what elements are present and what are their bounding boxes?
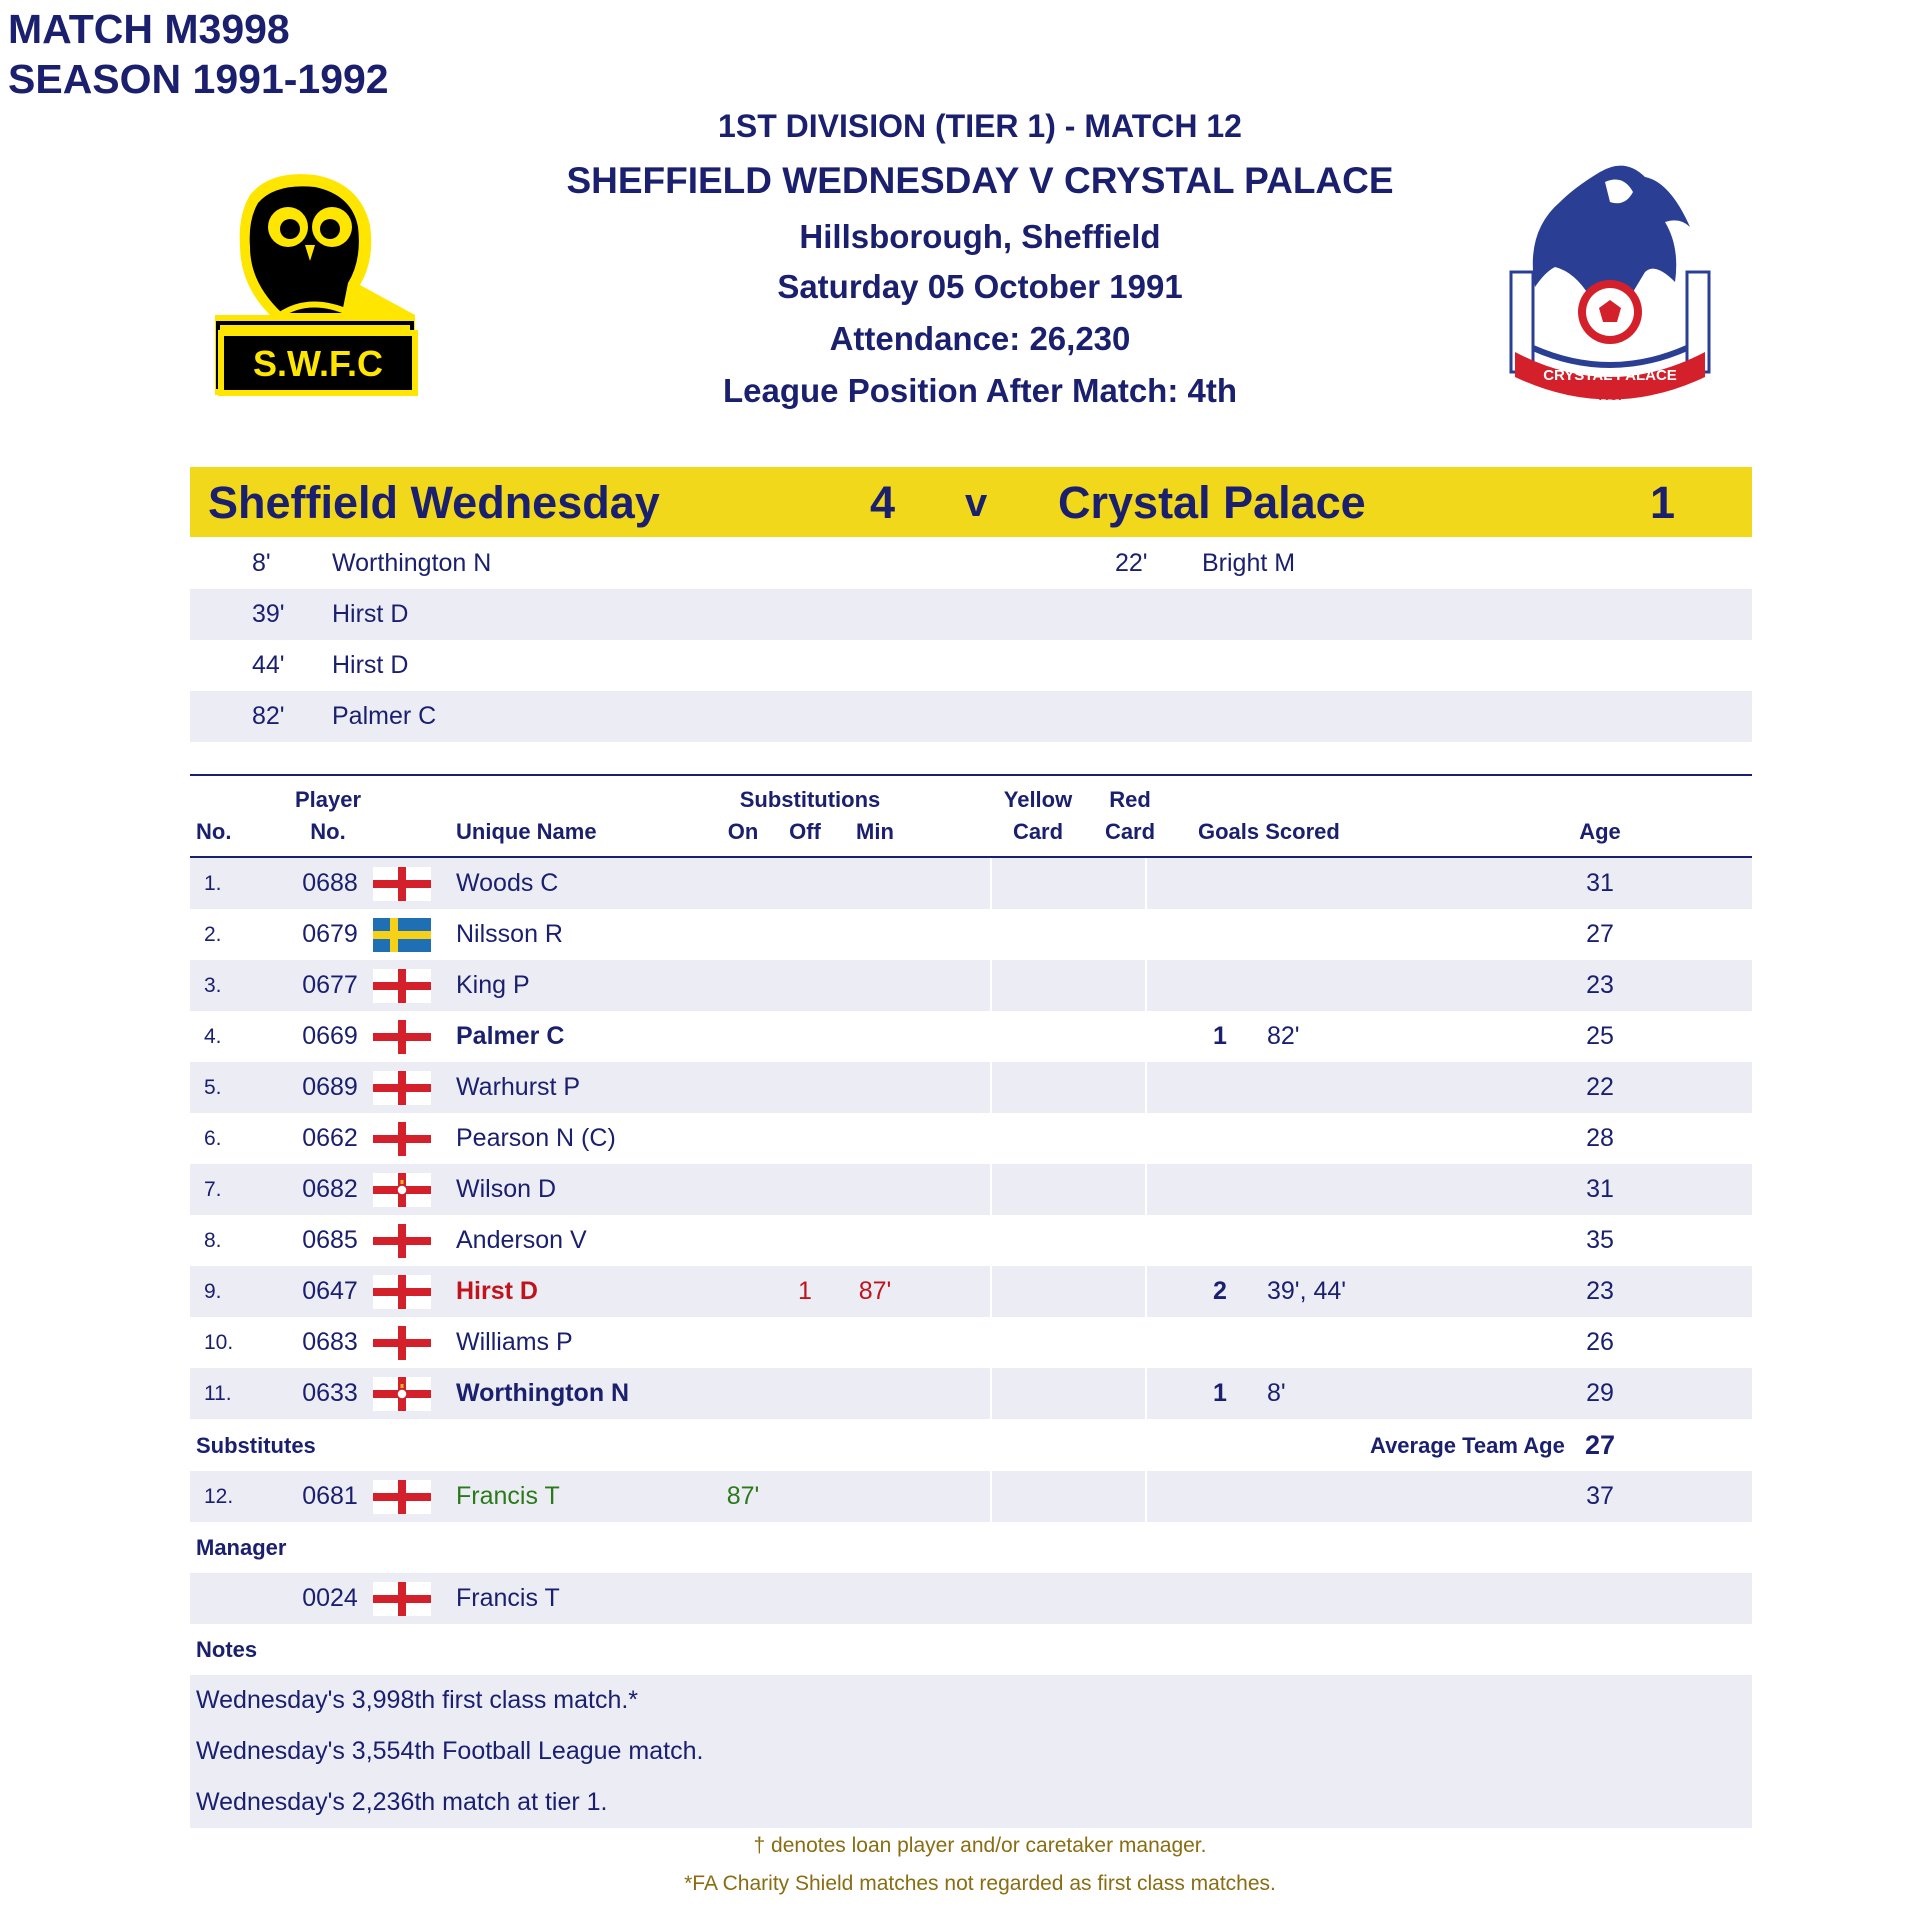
manager-label: Manager: [196, 1535, 287, 1560]
player-number: 0688: [302, 869, 358, 897]
player-age: 31: [1586, 869, 1614, 897]
league-position: League Position After Match: 4th: [723, 372, 1237, 409]
goal-minutes: 39', 44': [1267, 1277, 1347, 1305]
player-row: [190, 1164, 1752, 1215]
player-name: Pearson N (C): [456, 1124, 616, 1152]
match-code: MATCH M3998: [8, 6, 290, 52]
away-score: 1: [1650, 477, 1676, 528]
average-age-value: 27: [1584, 1430, 1616, 1460]
col-sub-off: Off: [789, 819, 821, 844]
col-goals-scored: Goals Scored: [1198, 819, 1340, 844]
player-name: Wilson D: [456, 1175, 557, 1203]
home-team-name: Sheffield Wednesday: [208, 477, 660, 528]
home-score: 4: [870, 477, 896, 528]
england-flag-icon: [373, 1480, 431, 1514]
northern-ireland-flag-icon: [373, 1377, 431, 1411]
goals-count: 1: [1213, 1379, 1227, 1407]
match-date: Saturday 05 October 1991: [777, 268, 1183, 305]
substitutes-label: Substitutes: [196, 1433, 316, 1458]
versus-label: v: [965, 481, 988, 525]
column-divider: [1145, 1317, 1147, 1368]
column-divider: [990, 1368, 992, 1419]
table-top-rule: [190, 774, 1752, 776]
player-row: [190, 909, 1752, 960]
player-name: Williams P: [456, 1328, 573, 1356]
manager-row: [190, 1573, 1752, 1624]
attendance: Attendance: 26,230: [829, 320, 1131, 357]
manager-name: Francis T: [456, 1584, 560, 1612]
col-sub-min: Min: [856, 819, 894, 844]
competition-title: 1ST DIVISION (TIER 1) - MATCH 12: [718, 108, 1242, 144]
column-divider: [990, 1011, 992, 1062]
northern-ireland-flag-icon: [373, 1173, 431, 1207]
shirt-number: 1.: [204, 872, 222, 895]
column-divider: [1145, 1113, 1147, 1164]
column-divider: [1145, 1266, 1147, 1317]
shirt-number: 3.: [204, 974, 222, 997]
player-age: 26: [1586, 1328, 1614, 1356]
player-row: [190, 1317, 1752, 1368]
scorer-row: [190, 640, 1752, 691]
player-row: [190, 1113, 1752, 1164]
sweden-flag-icon: [373, 918, 431, 952]
column-divider: [1145, 1011, 1147, 1062]
column-divider: [1145, 1215, 1147, 1266]
player-number: 0677: [302, 971, 358, 999]
venue: Hillsborough, Sheffield: [799, 218, 1161, 255]
player-age: 28: [1586, 1124, 1614, 1152]
player-age: 27: [1586, 920, 1614, 948]
england-flag-icon: [373, 969, 431, 1003]
player-age: 35: [1586, 1226, 1614, 1254]
notes-box: [190, 1675, 1752, 1828]
player-name: Woods C: [456, 869, 559, 897]
england-flag-icon: [373, 1224, 431, 1258]
player-name: Nilsson R: [456, 920, 563, 948]
col-yellow-card: Card: [1012, 819, 1064, 844]
scorer-row: [190, 589, 1752, 640]
shirt-number: 7.: [204, 1178, 222, 1201]
note-line: Wednesday's 2,236th match at tier 1.: [196, 1788, 608, 1816]
fixture-title: SHEFFIELD WEDNESDAY V CRYSTAL PALACE: [566, 160, 1394, 201]
col-substitutions: Substitutions: [739, 787, 881, 812]
footnote-loan: † denotes loan player and/or caretaker manager.: [753, 1834, 1207, 1857]
goals-count: 1: [1213, 1022, 1227, 1050]
home-goal-minute: 39': [252, 600, 285, 628]
player-number: 0633: [302, 1379, 358, 1407]
swfc-crest-text: [218, 330, 418, 396]
player-age: 23: [1586, 971, 1614, 999]
player-name: Anderson V: [456, 1226, 587, 1254]
home-goal-scorer: Hirst D: [332, 600, 409, 628]
home-goal-minute: 44': [252, 651, 285, 679]
shirt-number: 10.: [204, 1331, 234, 1354]
goal-minutes: 82': [1267, 1022, 1300, 1050]
away-team-name: Crystal Palace: [1058, 477, 1366, 528]
column-divider: [1145, 909, 1147, 960]
season-label: SEASON 1991-1992: [8, 56, 389, 102]
goal-minutes: 8': [1267, 1379, 1286, 1407]
column-divider: [1145, 1368, 1147, 1419]
player-age: 31: [1586, 1175, 1614, 1203]
player-number: 0647: [302, 1277, 358, 1305]
player-row: [190, 1368, 1752, 1419]
column-divider: [1145, 1471, 1147, 1522]
average-age-label: Average Team Age: [1370, 1433, 1565, 1458]
player-number: 0681: [302, 1482, 358, 1510]
player-name: Palmer C: [456, 1022, 565, 1050]
column-divider: [990, 1266, 992, 1317]
player-number: 0689: [302, 1073, 358, 1101]
column-divider: [990, 1215, 992, 1266]
column-divider: [990, 858, 992, 909]
player-number: 0683: [302, 1328, 358, 1356]
shirt-number: 4.: [204, 1025, 222, 1048]
svg-text:S.W.F.C: S.W.F.C: [252, 343, 384, 384]
column-divider: [990, 909, 992, 960]
home-goal-minute: 82': [252, 702, 285, 730]
column-divider: [990, 1471, 992, 1522]
home-goal-scorer: Worthington N: [332, 549, 492, 577]
player-row: [190, 1266, 1752, 1317]
player-number: 0662: [302, 1124, 358, 1152]
col-yellow-card-top: Yellow: [1003, 787, 1073, 812]
england-flag-icon: [373, 867, 431, 901]
substitute-row: [190, 1471, 1752, 1522]
footnote-charity-shield: *FA Charity Shield matches not regarded as first class matches.: [684, 1872, 1276, 1895]
column-divider: [990, 1113, 992, 1164]
col-red-card-top: Red: [1109, 787, 1151, 812]
player-name: King P: [456, 971, 530, 999]
sub-off: 1: [798, 1277, 812, 1305]
note-line: Wednesday's 3,554th Football League match.: [196, 1737, 704, 1765]
player-row: [190, 1062, 1752, 1113]
shirt-number: 12.: [204, 1485, 234, 1508]
player-age: 29: [1586, 1379, 1614, 1407]
england-flag-icon: [373, 1326, 431, 1360]
col-player-no-top: Player: [294, 787, 362, 812]
player-number: 0669: [302, 1022, 358, 1050]
home-goal-scorer: Hirst D: [332, 651, 409, 679]
notes-label: Notes: [196, 1637, 258, 1662]
away-goal-scorer: Bright M: [1202, 549, 1296, 577]
note-line: Wednesday's 3,998th first class match.*: [196, 1686, 639, 1714]
svg-text:CRYSTAL PALACE: CRYSTAL PALACE: [1543, 367, 1677, 384]
column-divider: [1145, 1164, 1147, 1215]
away-goal-minute: 22': [1115, 549, 1148, 577]
player-name: Warhurst P: [456, 1073, 581, 1101]
player-name: Francis T: [456, 1482, 560, 1510]
col-player-no: No.: [310, 819, 346, 844]
col-sub-on: On: [727, 819, 759, 844]
scorer-row: [190, 691, 1752, 742]
eagle-crest-icon: [1505, 152, 1715, 404]
score-bar: [190, 467, 1752, 537]
player-number: 0679: [302, 920, 358, 948]
shirt-number: 2.: [204, 923, 222, 946]
shirt-number: 11.: [204, 1382, 232, 1405]
column-divider: [1145, 960, 1147, 1011]
player-number: 0685: [302, 1226, 358, 1254]
shirt-number: 9.: [204, 1280, 222, 1303]
shirt-number: 6.: [204, 1127, 222, 1150]
column-divider: [990, 1062, 992, 1113]
column-divider: [990, 960, 992, 1011]
player-row: [190, 1011, 1752, 1062]
home-goal-minute: 8': [252, 549, 271, 577]
col-no: No.: [196, 819, 232, 844]
england-flag-icon: [373, 1582, 431, 1616]
column-divider: [1145, 1062, 1147, 1113]
column-divider: [990, 1317, 992, 1368]
home-goal-scorer: Palmer C: [332, 702, 437, 730]
shirt-number: 8.: [204, 1229, 222, 1252]
player-age: 23: [1586, 1277, 1614, 1305]
shirt-number: 5.: [204, 1076, 222, 1099]
sub-minute: 87': [858, 1277, 892, 1305]
col-unique-name: Unique Name: [456, 819, 597, 844]
england-flag-icon: [373, 1020, 431, 1054]
england-flag-icon: [373, 1071, 431, 1105]
column-divider: [1145, 858, 1147, 909]
player-name: Worthington N: [456, 1379, 630, 1407]
england-flag-icon: [373, 1275, 431, 1309]
player-age: 22: [1586, 1073, 1614, 1101]
col-age: Age: [1579, 819, 1621, 844]
sub-on: 87': [726, 1482, 760, 1510]
goals-count: 2: [1213, 1277, 1227, 1305]
player-age: 25: [1586, 1022, 1614, 1050]
england-flag-icon: [373, 1122, 431, 1156]
manager-number: 0024: [302, 1584, 358, 1612]
player-age: 37: [1586, 1482, 1614, 1510]
player-row: [190, 1215, 1752, 1266]
scorer-row: [190, 538, 1752, 589]
player-row: [190, 960, 1752, 1011]
player-number: 0682: [302, 1175, 358, 1203]
player-row: [190, 858, 1752, 909]
svg-text:F.C.: F.C.: [1598, 388, 1622, 403]
column-divider: [990, 1164, 992, 1215]
player-name: Hirst D: [456, 1277, 538, 1305]
col-red-card: Card: [1104, 819, 1156, 844]
